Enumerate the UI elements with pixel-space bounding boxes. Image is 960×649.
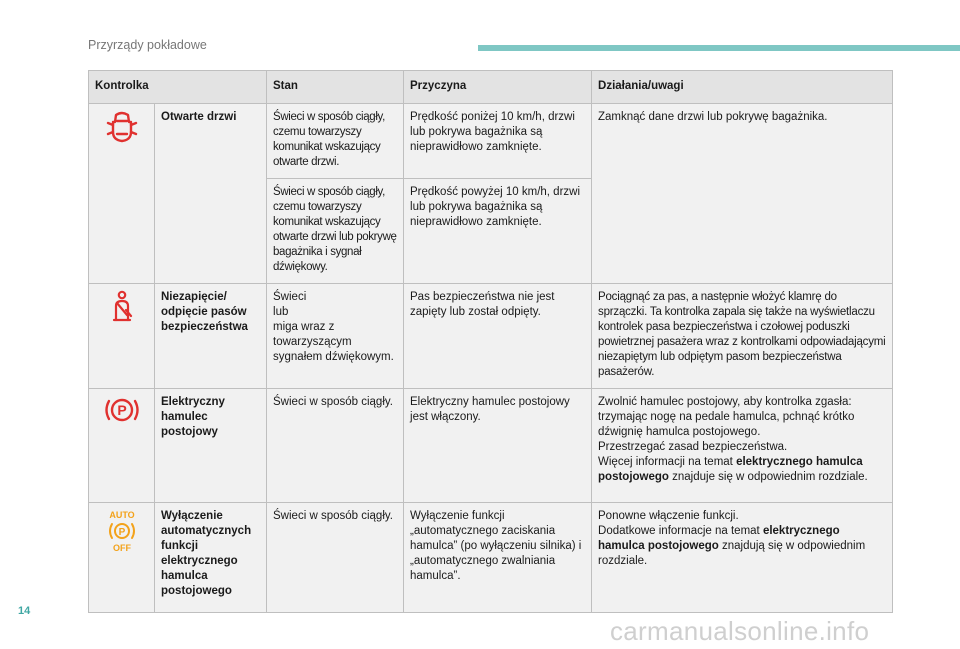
action-more-prefix: Więcej informacji na temat: [598, 456, 737, 468]
action-text: [592, 503, 893, 613]
watermark: carmanualsonline.info: [610, 616, 870, 646]
column-header-stan: Stan: [267, 71, 404, 104]
warning-name: Otwarte drzwi: [155, 104, 267, 284]
action-text: [592, 389, 893, 503]
action-line: Przestrzegać zasad bezpieczeństwa.: [598, 441, 788, 453]
seatbelt-warning-icon: [109, 290, 135, 324]
open-door-warning-icon: [106, 110, 138, 144]
state-text: Świeci w sposób ciągły, czemu towarzyszy komunikat wskazujący otwarte drzwi.: [267, 104, 404, 179]
state-line: miga wraz z towarzyszącym sygnałem dźwiękowym.: [273, 321, 394, 363]
warning-name: Wyłączenie automatycznych funkcji elektrycznego hamulca postojowego: [155, 503, 267, 613]
state-text: Świeci w sposób ciągły, czemu towarzyszy komunikat wskazujący otwarte drzwi lub pokrywę bagażnika i sygnał dźwiękowy.: [267, 179, 404, 284]
state-text: Świeci w sposób ciągły.: [267, 503, 404, 613]
action-line: [598, 524, 886, 569]
warning-lights-table: [88, 70, 893, 613]
cause-text: Prędkość poniżej 10 km/h, drzwi lub pokrywa bagażnika są nieprawidłowo zamknięte.: [404, 104, 592, 179]
icon-cell: [89, 284, 155, 389]
table-row: [89, 104, 893, 179]
table-header-row: [89, 71, 893, 104]
column-header-dzialania: Działania/uwagi: [592, 71, 893, 104]
state-text: Świeci w sposób ciągły.: [267, 389, 404, 503]
action-more-suffix: znajdują się w odpowiednim rozdziale.: [598, 540, 866, 567]
icon-cell: [89, 389, 155, 503]
action-more-link-text: elektrycznego hamulca postojowego: [598, 525, 840, 552]
warning-name: Elektryczny hamulec postojowy: [155, 389, 267, 503]
auto-label: AUTO: [108, 510, 135, 520]
cause-text: Elektryczny hamulec postojowy jest włączony.: [404, 389, 592, 503]
column-header-przyczyna: Przyczyna: [404, 71, 592, 104]
action-more-suffix: znajduje się w odpowiednim rozdziale.: [668, 471, 868, 483]
parking-brake-icon: [102, 395, 142, 425]
action-more-link-text: elektrycznego hamulca postojowego: [598, 456, 863, 483]
action-line: Ponowne włączenie funkcji.: [598, 510, 739, 522]
action-more-prefix: Dodatkowe informacje na temat: [598, 525, 763, 537]
icon-cell: [89, 104, 155, 284]
state-line: Świeci: [273, 291, 307, 303]
cause-text: Pas bezpieczeństwa nie jest zapięty lub został odpięty.: [404, 284, 592, 389]
table-row: [89, 284, 893, 389]
state-text: [267, 284, 404, 389]
warning-name: Niezapięcie/ odpięcie pasów bezpieczeństwa: [155, 284, 267, 389]
page-number: 14: [18, 605, 31, 617]
table-row: [89, 503, 893, 613]
cause-text: Prędkość powyżej 10 km/h, drzwi lub pokrywa bagażnika są nieprawidłowo zamknięte.: [404, 179, 592, 284]
action-line: [598, 455, 886, 485]
auto-p-letter: P: [118, 527, 125, 538]
cause-text: Wyłączenie funkcji „automatycznego zaciskania hamulca” (po wyłączeniu silnika) i „automatycznego zwalniania hamulca”.: [404, 503, 592, 613]
icon-cell: [89, 503, 155, 613]
action-text: Pociągnąć za pas, a następnie włożyć klamrę do sprzączki. Ta kontrolka zapala się także na wyświetlaczu kontrolek pasa bezpieczeństwa i czołowej poduszki powietrznej pasażera wraz z kontrolkami odpowiadającymi niezapiętym lub odpiętym pasom bezpieczeństwa pasażerów.: [592, 284, 893, 389]
action-line: Zwolnić hamulec postojowy, aby kontrolka zgasła: trzymając nogę na pedale hamulca, pchnąć krótko dźwignię hamulca postojowego.: [598, 396, 855, 438]
state-line: lub: [273, 306, 289, 318]
header-accent-bar: [478, 45, 960, 51]
parking-brake-letter: P: [116, 402, 127, 418]
auto-parking-brake-off-icon: [104, 509, 140, 553]
section-title: Przyrządy pokładowe: [88, 38, 207, 52]
table-row: [89, 389, 893, 503]
column-header-kontrolka: Kontrolka: [89, 71, 267, 104]
off-label: OFF: [112, 543, 131, 553]
action-text: Zamknąć dane drzwi lub pokrywę bagażnika.: [592, 104, 893, 284]
